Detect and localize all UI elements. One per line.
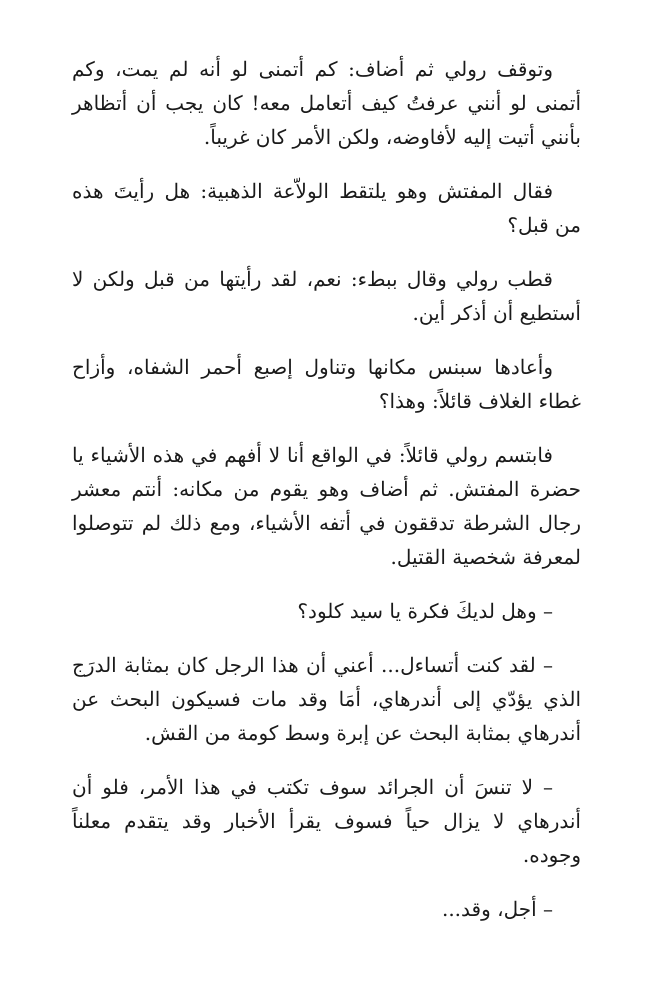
paragraph-3: قطب رولي وقال ببطء: نعم، لقد رأيتها من قبل ولكن لا أستطيع أن أذكر أين.: [72, 267, 581, 325]
paragraph-4: وأعادها سبنس مكانها وتناول إصبع أحمر الشفاه، وأزاح غطاء الغلاف قائلاً: وهذا؟: [72, 355, 581, 413]
paragraph-9: – أجل، وقد...: [441, 897, 553, 921]
paragraph-8: – لا تنسَ أن الجرائد سوف تكتب في هذا الأمر، فلو أن أندرهاي لا يزال حياً فسوف يقرأ الأخبار وقد يتقدم معلناً وجوده.: [72, 775, 581, 867]
paragraph-6: – وهل لديكَ فكرة يا سيد كلود؟: [297, 599, 553, 623]
paragraph-5: فابتسم رولي قائلاً: في الواقع أنا لا أفهم في هذه الأشياء يا حضرة المفتش. ثم أضاف وهو يقوم من مكانه: أنتم معشر رجال الشرطة تدققون في أتفه الأشياء، ومع ذلك لم تتوصلوا لمعرفة شخصية القتيل.: [72, 443, 582, 569]
paragraph-7: – لقد كنت أتساءل... أعني أن هذا الرجل كان بمثابة الدرَج الذي يؤدّي إلى أندرهاي، أمَا وقد مات فسيكون البحث عن أندرهاي بمثابة البحث عن إبرة وسط كومة من القش.: [72, 653, 582, 745]
paragraph-2: فقال المفتش وهو يلتقط الولاّعة الذهبية: هل رأيتَ هذه من قبل؟: [72, 179, 581, 237]
paragraph-1: وتوقف رولي ثم أضاف: كم أتمنى لو أنه لم يمت، وكم أتمنى لو أنني عرفتُ كيف أتعامل معه! كان يجب أن أتظاهر بأنني أتيت إليه لأفاوضه، ولكن الأمر كان غريباً.: [72, 57, 581, 149]
